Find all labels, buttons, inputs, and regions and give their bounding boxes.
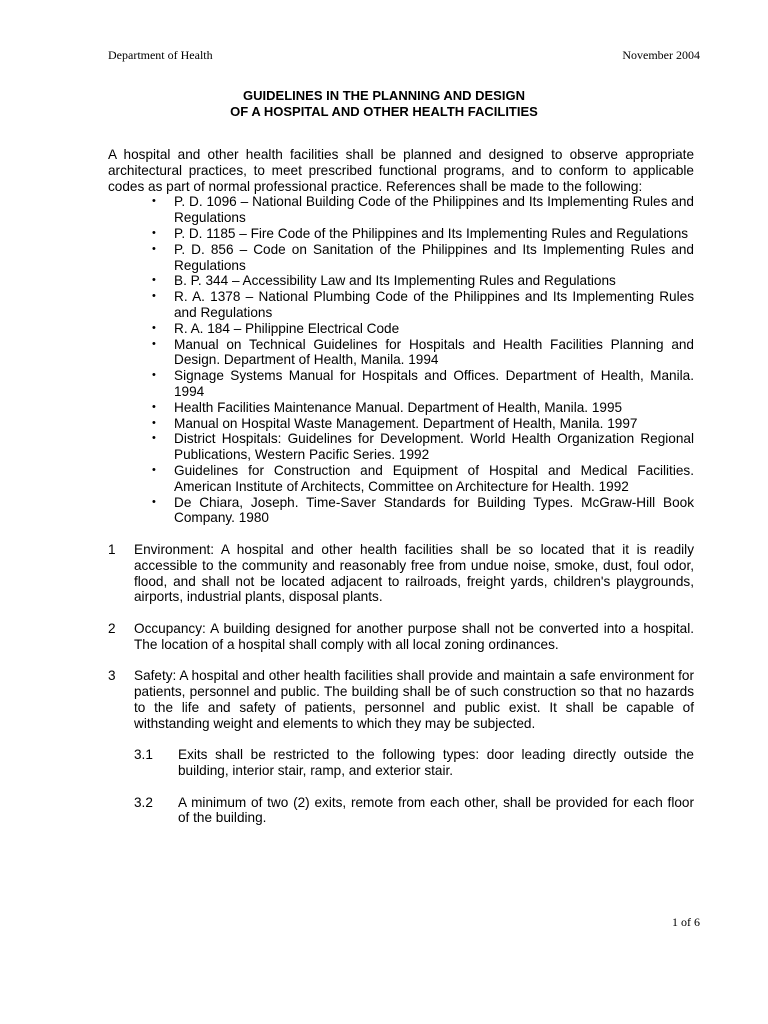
bullet-icon: • bbox=[152, 495, 156, 508]
section-text: Environment: A hospital and other health facilities shall be so located that it is readily accessible to the community and reasonably free from undue noise, smoke, dust, foul odor, flood, and shall not be located adjacent to railroads, freight yards, children's playgrounds, airports, industrial plants, disposal plants. bbox=[134, 541, 694, 605]
reference-item bbox=[152, 289, 694, 321]
bullet-icon: • bbox=[152, 463, 156, 476]
bullet-icon: • bbox=[152, 400, 156, 413]
reference-item bbox=[152, 273, 694, 289]
bullet-icon: • bbox=[152, 242, 156, 255]
subsection-number: 3.1 bbox=[134, 747, 153, 763]
bullet-icon: • bbox=[152, 290, 156, 303]
reference-text: P. D. 856 – Code on Sanitation of the Philippines and Its Implementing Rules and Regulations bbox=[174, 241, 694, 273]
page-header bbox=[108, 48, 700, 63]
reference-item bbox=[152, 368, 694, 400]
section-number: 2 bbox=[108, 620, 116, 636]
section-text: Safety: A hospital and other health facilities shall provide and maintain a safe environment for patients, personnel and public. The building shall be of such construction so that no hazards to the life and safety of patients, personnel and public exist. It shall be capable of withstanding weight and elements to which they may be subjected. bbox=[134, 668, 694, 731]
reference-text: P. D. 1185 – Fire Code of the Philippines and Its Implementing Rules and Regulations bbox=[174, 225, 689, 241]
reference-item bbox=[152, 225, 694, 242]
bullet-icon: • bbox=[152, 226, 156, 239]
reference-text: Guidelines for Construction and Equipment of Hospital and Medical Facilities. American Institute of Architects, Committee on Architecture for Health. 1992 bbox=[174, 462, 694, 494]
reference-item bbox=[152, 462, 694, 495]
header-department: Department of Health bbox=[108, 48, 213, 62]
section-occupancy bbox=[108, 621, 694, 653]
reference-text: P. D. 1096 – National Building Code of the Philippines and Its Implementing Rules and Regulations bbox=[174, 194, 694, 226]
bullet-icon: • bbox=[152, 432, 156, 445]
bullet-icon: • bbox=[152, 195, 156, 208]
reference-item bbox=[152, 336, 694, 369]
reference-text: Signage Systems Manual for Hospitals and Offices. Department of Health, Manila. 1994 bbox=[174, 368, 694, 399]
section-environment bbox=[108, 542, 694, 605]
reference-text: R. A. 184 – Philippine Electrical Code bbox=[174, 320, 400, 336]
section-text: Occupancy: A building designed for another purpose shall not be converted into a hospital. The location of a hospital shall comply with all local zoning ordinances. bbox=[134, 620, 694, 652]
subsection-text: Exits shall be restricted to the following types: door leading directly outside the building, interior stair, ramp, and exterior stair. bbox=[178, 747, 694, 779]
reference-text: R. A. 1378 – National Plumbing Code of the Philippines and Its Implementing Rules and Regulations bbox=[174, 289, 694, 320]
section-number: 1 bbox=[108, 541, 116, 557]
bullet-icon: • bbox=[152, 274, 156, 287]
reference-text: B. P. 344 – Accessibility Law and Its Implementing Rules and Regulations bbox=[174, 273, 616, 289]
reference-item bbox=[152, 241, 694, 274]
reference-item bbox=[152, 194, 694, 226]
title-line-1: GUIDELINES IN THE PLANNING AND DESIGN bbox=[243, 88, 525, 103]
reference-item bbox=[152, 399, 694, 416]
title-line-2: OF A HOSPITAL AND OTHER HEALTH FACILITIES bbox=[230, 104, 538, 119]
bullet-icon: • bbox=[152, 321, 156, 334]
reference-item bbox=[152, 494, 694, 527]
reference-item bbox=[152, 431, 694, 463]
document-title bbox=[0, 88, 768, 120]
reference-list bbox=[108, 194, 694, 526]
subsection-exits-types bbox=[134, 747, 694, 779]
bullet-icon: • bbox=[152, 337, 156, 350]
reference-item bbox=[152, 415, 694, 432]
reference-text: Manual on Hospital Waste Management. Department of Health, Manila. 1997 bbox=[174, 415, 638, 431]
subsection-number: 3.2 bbox=[134, 794, 153, 810]
page-number: 1 of 6 bbox=[672, 915, 700, 929]
reference-item bbox=[152, 320, 694, 337]
document-body bbox=[108, 147, 694, 826]
reference-text: De Chiara, Joseph. Time-Saver Standards for Building Types. McGraw-Hill Book Company. 1980 bbox=[174, 494, 694, 526]
header-date: November 2004 bbox=[622, 48, 700, 62]
reference-text: District Hospitals: Guidelines for Development. World Health Organization Regional Publications, Western Pacific Series. 1992 bbox=[174, 431, 694, 463]
reference-text: Health Facilities Maintenance Manual. Department of Health, Manila. 1995 bbox=[174, 399, 623, 415]
section-number: 3 bbox=[108, 668, 116, 684]
subsection-text: A minimum of two (2) exits, remote from each other, shall be provided for each floor of the building. bbox=[178, 794, 694, 826]
section-safety bbox=[108, 668, 694, 826]
intro-paragraph: A hospital and other health facilities shall be planned and designed to observe appropriate architectural practices, to meet prescribed functional programs, and to conform to applicable codes as part of normal professional practice. References shall be made to the following: bbox=[108, 147, 694, 194]
reference-text: Manual on Technical Guidelines for Hospitals and Health Facilities Planning and Design. Department of Health, Manila. 1994 bbox=[174, 336, 694, 368]
subsection-exits-minimum bbox=[134, 795, 694, 827]
bullet-icon: • bbox=[152, 369, 156, 382]
bullet-icon: • bbox=[152, 416, 156, 429]
